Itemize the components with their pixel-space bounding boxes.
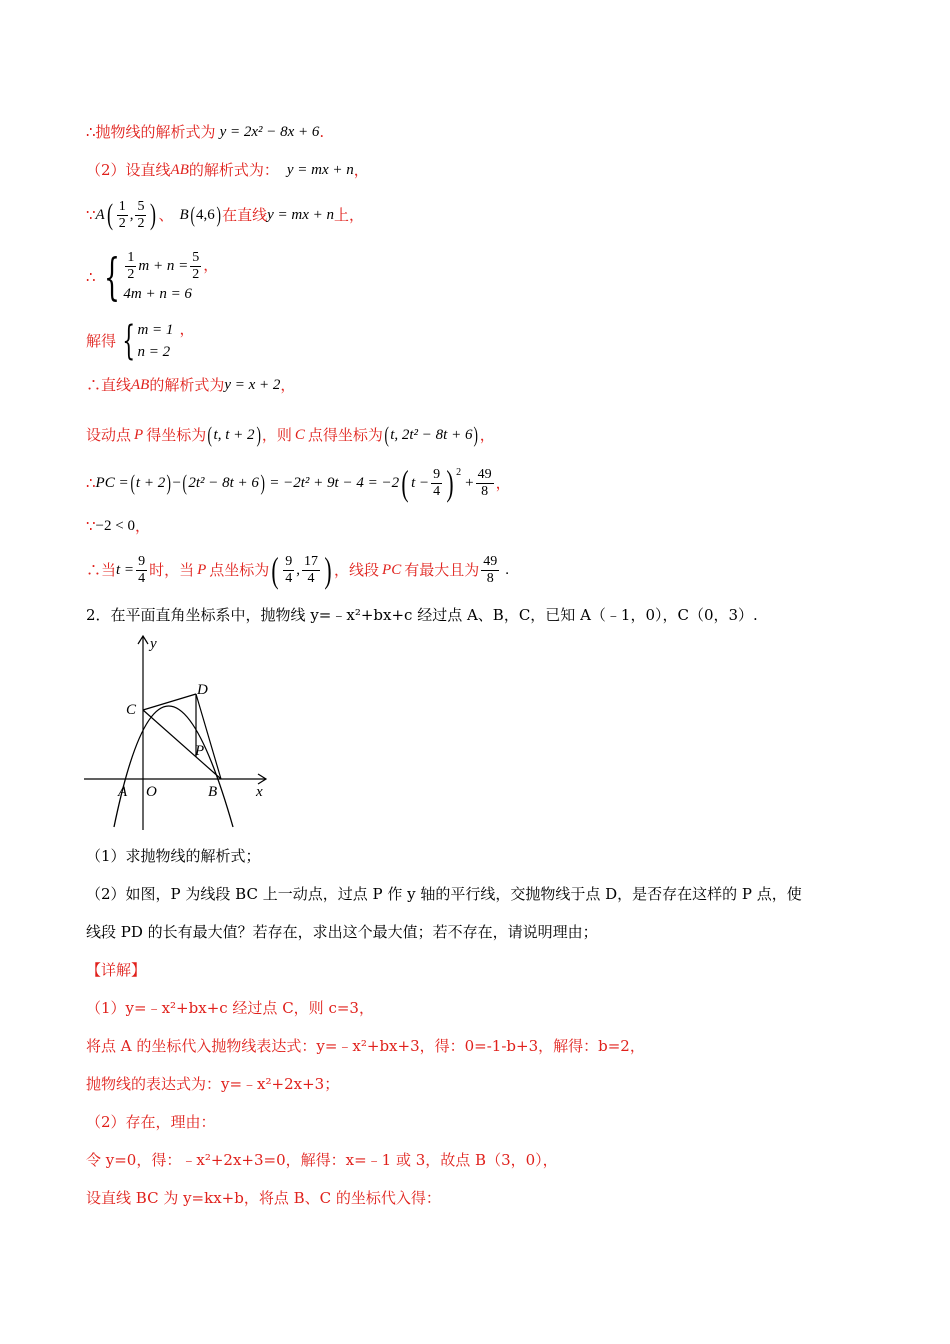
pc-const-den: 8: [481, 483, 489, 499]
mr-max-num: 49: [483, 553, 498, 569]
therefore-3: ∴: [86, 474, 96, 492]
part2-label: （2）设直线: [86, 161, 171, 179]
therefore-symbol: ∴: [86, 123, 96, 141]
row1-coef-num: 1: [127, 249, 135, 265]
question-2-line2: 线段 PD 的长有最大值？若存在，求出这个最大值；若不存在，请说明理由；: [86, 923, 598, 941]
because-symbol: ∵: [86, 206, 96, 224]
mr-px-den: 4: [285, 570, 293, 586]
row1-coef-den: 2: [127, 266, 135, 282]
segment-cb: [143, 710, 221, 779]
line-ab-ab: AB: [131, 377, 150, 393]
line-ab-mid: 的解析式为: [149, 376, 225, 394]
parabola-curve: [114, 706, 233, 827]
line-ab-prefix: ∴直线: [86, 376, 132, 394]
mr-max-den: 8: [486, 570, 494, 586]
pc-plus: +: [465, 475, 474, 491]
therefore-2: ∴: [86, 268, 96, 286]
neg-check: [86, 516, 150, 536]
comma-6: ，: [495, 474, 511, 492]
point-b-label: B: [179, 207, 189, 223]
mr-t-den: 4: [138, 570, 146, 586]
pc-expression: ∴ PC = ( t + 2 ) − ( 2t² − 8t + 6 ) = −2t² + 9t − 4 = −2 ( t − $\frac{9}{4}$ ) 2 + $\frac{49}{8}$ ，: [86, 463, 511, 503]
pc-term2: 2t² − 8t + 6: [188, 475, 259, 491]
row1-rhs-num: 5: [192, 249, 200, 265]
row2-eq: 4m + n = 6: [123, 286, 192, 302]
solve-row2: n = 2: [137, 344, 171, 360]
solve-label: 解得: [86, 332, 117, 350]
p-coords: t, t + 2: [213, 427, 255, 443]
mp-c: C: [294, 427, 305, 443]
problem2-statement: 2．在平面直角坐标系中，抛物线 y=﹣x²+bx+c 经过点 A、B，C，已知 A（﹣1，0），C（0，3）.: [86, 606, 758, 624]
question-2-line1: （2）如图，P 为线段 BC 上一动点，过点 P 作 y 轴的平行线，交抛物线于点 D，是否存在这样的 P 点，使: [86, 885, 802, 903]
a-y-den: 2: [137, 215, 145, 231]
mr-mid4: 有最大且为: [404, 561, 480, 579]
comma-2: ，: [203, 258, 219, 274]
mr-t-eq: t =: [116, 562, 135, 578]
label-c: C: [126, 702, 137, 718]
mp-mid1: 得坐标为: [146, 426, 207, 444]
line-ab-formula: y = x + 2: [224, 377, 281, 393]
detail-step2: 将点 A 的坐标代入抛物线表达式：y=﹣x²+bx+3，得：0=-1-b+3，解得：b=2，: [86, 1037, 645, 1055]
detail-header: 【详解】: [86, 961, 147, 979]
equation-system: ∴ { $\frac{1}{2}$ m + n = $\frac{5}{2}$ ， 4m + n = 6: [86, 248, 219, 306]
detail-step3: 抛物线的表达式为：y=﹣x²+2x+3；: [86, 1075, 340, 1093]
a-x-den: 2: [118, 215, 126, 231]
question-1: （1）求抛物线的解析式；: [86, 847, 261, 865]
pc-const-num: 49: [477, 466, 492, 482]
parabola-formula: y = 2x² − 8x + 6: [219, 124, 320, 140]
pc-expanded: = −2t² + 9t − 4 = −2: [269, 475, 400, 491]
on-line-end: 上，: [333, 206, 364, 224]
mr-end: .: [505, 562, 509, 578]
mr-pc: PC: [382, 562, 402, 578]
because-2: ∵: [86, 517, 96, 535]
solution-parabola-line: [86, 122, 324, 142]
on-line-text: 在直线: [222, 206, 268, 224]
comma: ，: [353, 161, 369, 179]
part2-mid: 的解析式为：: [188, 161, 279, 179]
row1-rest: m + n =: [138, 258, 189, 274]
neg-ineq: −2 < 0: [95, 518, 135, 534]
label-o: O: [146, 784, 157, 800]
mr-t-num: 9: [138, 553, 146, 569]
c-coords: t, 2t² − 8t + 6: [390, 427, 473, 443]
segment-cd: [143, 694, 196, 710]
point-a-label: A: [95, 207, 105, 223]
pc-frac-den: 4: [433, 483, 441, 499]
b-coords: 4,6: [195, 207, 215, 223]
ab-label: AB: [170, 162, 189, 178]
solve-row1: m = 1: [137, 322, 174, 338]
period: .: [319, 123, 325, 141]
pc-inner-t: t −: [411, 475, 430, 491]
mr-p: P: [197, 562, 207, 578]
separator: 、: [158, 206, 174, 224]
mr-px-num: 9: [285, 553, 293, 569]
max-result: ∴当 t = $\frac{9}{4}$ 时，当 P 点坐标为 ( $\frac{9}{4}$ , $\frac{17}{4}$ ) ，线段 PC 有最大且为 $\frac{49}{8}$ .: [86, 550, 509, 590]
parabola-text: 抛物线的解析式为: [95, 123, 216, 141]
detail-step4: （2）存在，理由：: [86, 1113, 216, 1131]
detail-step5: 令 y=0，得：﹣x²+2x+3=0，解得：x=﹣1 或 3，故点 B（3，0），: [86, 1151, 558, 1169]
label-x: x: [256, 784, 263, 800]
detail-step6: 设直线 BC 为 y=kx+b，将点 B、C 的坐标代入得：: [86, 1189, 441, 1207]
label-a: A: [118, 784, 128, 800]
mr-mid1: 时，当: [149, 561, 195, 579]
comma-5: ，: [479, 426, 495, 444]
moving-point-line: 设动点 P 得坐标为 ( t, t + 2 ) ，则 C 点得坐标为 ( t, 2t² − 8t + 6 ) ，: [86, 422, 495, 447]
label-b: B: [208, 784, 218, 800]
parabola-figure: [84, 630, 274, 830]
pc-frac-num: 9: [433, 466, 441, 482]
comma-3: ，: [179, 322, 195, 338]
line-ab: [86, 375, 295, 395]
mr-mid3: ，线段: [334, 561, 380, 579]
line-formula-2: y = mx + n: [267, 207, 334, 223]
part2-intro-line: [86, 160, 369, 180]
comma-4: ，: [280, 376, 296, 394]
a-y-num: 5: [137, 198, 145, 214]
label-y: y: [150, 636, 157, 652]
mp-p: P: [134, 427, 144, 443]
pc-term1: t + 2: [135, 475, 166, 491]
solve-line: 解得 { m = 1 ， n = 2: [86, 318, 195, 364]
points-on-line: ∵ A ( $\frac{1}{2}$ , $\frac{5}{2}$ ) 、 B ( 4,6 ) 在直线 y = mx + n 上，: [86, 198, 364, 231]
detail-step1: （1）y=﹣x²+bx+c 经过点 C，则 c=3，: [86, 999, 374, 1017]
mp-mid3: 点得坐标为: [307, 426, 383, 444]
comma-7: ，: [134, 517, 150, 535]
mp-mid2: ，则: [261, 426, 292, 444]
line-formula: y = mx + n: [286, 162, 354, 178]
label-d: D: [197, 682, 208, 698]
label-p: P: [195, 743, 205, 759]
pc-minus: −: [172, 475, 182, 491]
mr-py-num: 17: [304, 553, 319, 569]
row1-rhs-den: 2: [192, 266, 200, 282]
a-x-num: 1: [118, 198, 126, 214]
mr-mid2: 点坐标为: [209, 561, 270, 579]
mr-prefix: ∴当: [86, 561, 117, 579]
mr-py-den: 4: [307, 570, 315, 586]
mp-prefix: 设动点: [86, 426, 132, 444]
pc-lhs: PC =: [95, 475, 129, 491]
